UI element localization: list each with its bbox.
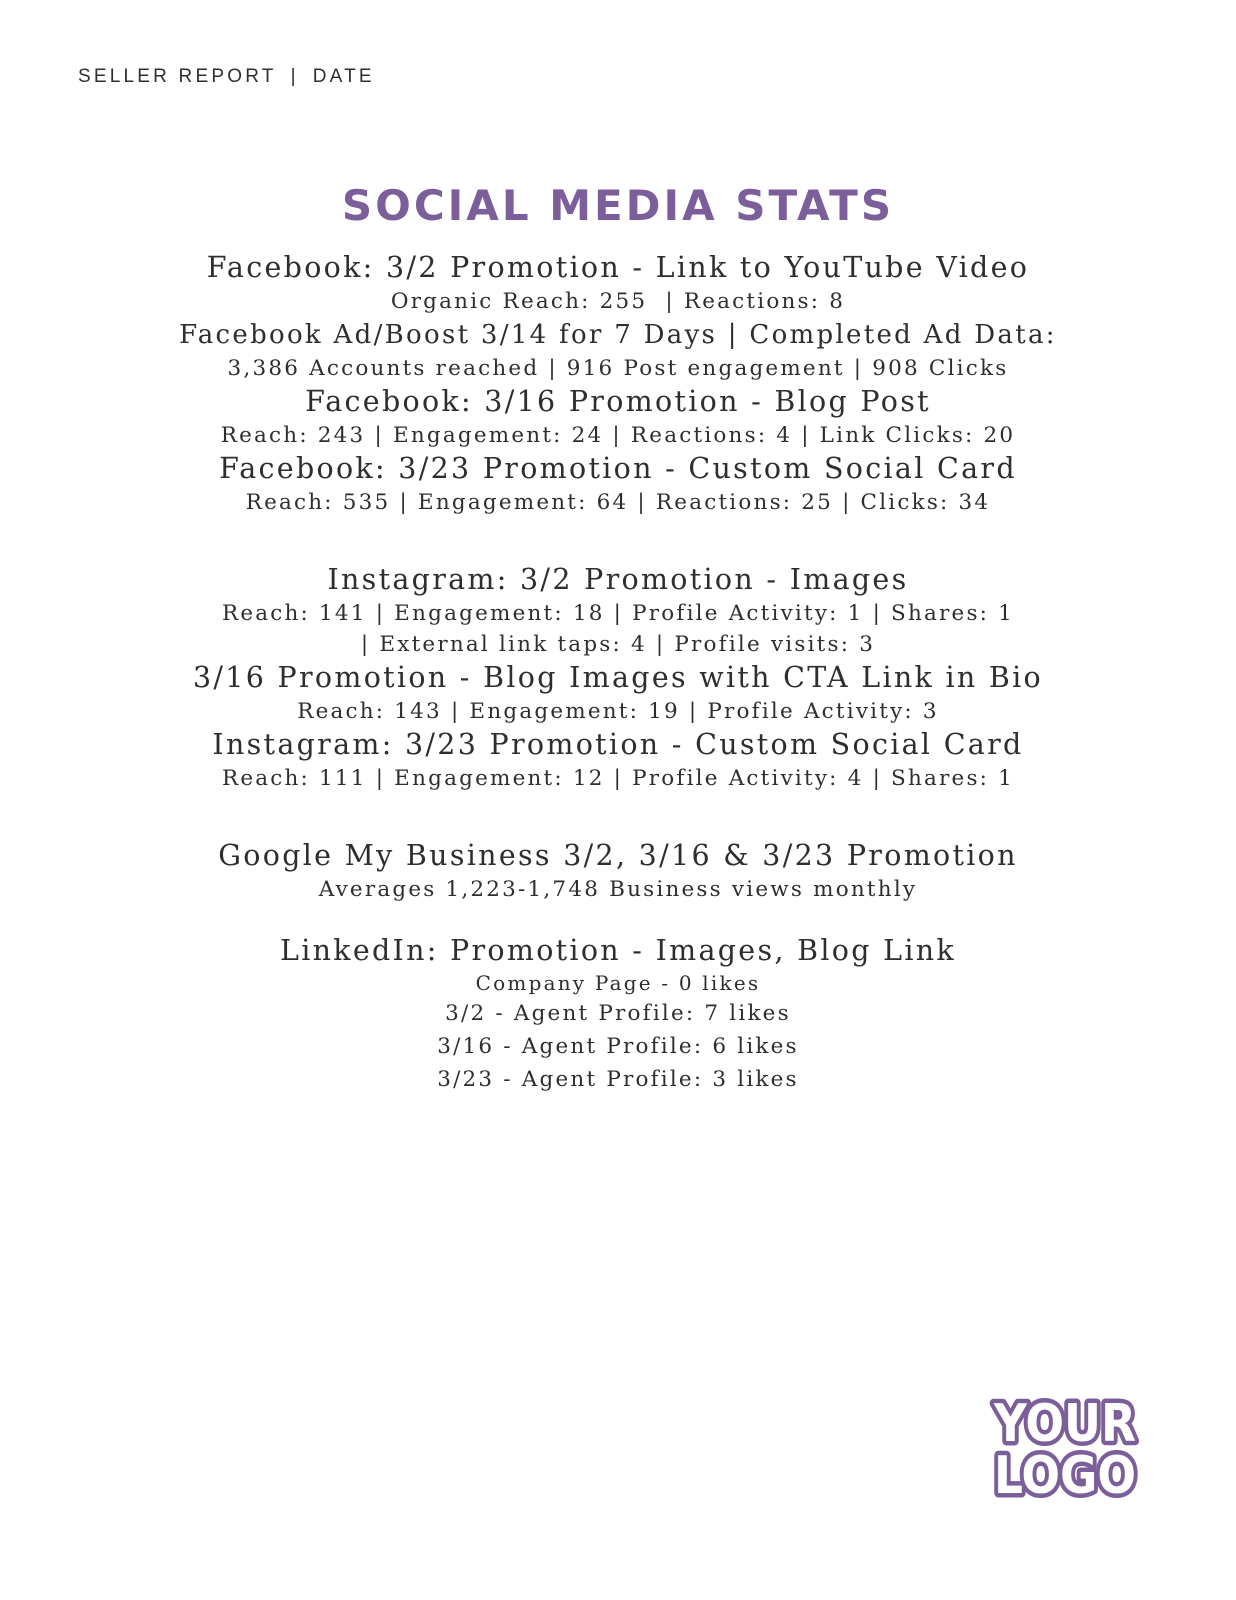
instagram-section [0,562,1236,794]
header-report-label: SELLER REPORT [78,66,277,87]
company-logo [990,1393,1140,1506]
stats-content [0,250,1236,1096]
instagram-promo3-stats: Reach: 111 | Engagement: 12 | Profile Activity: 4 | Shares: 1 [221,766,1015,791]
google-heading: Google My Business 3/2, 3/16 & 3/23 Promotion [218,839,1018,872]
header-date-label: DATE [312,66,375,87]
section-spacer [0,518,1236,562]
instagram-promo2-stats: Reach: 143 | Engagement: 19 | Profile Activity: 3 [297,699,939,724]
facebook-promo2-stats: Reach: 243 | Engagement: 24 | Reactions: 4 | Link Clicks: 20 [220,423,1016,448]
google-stats: Averages 1,223-1,748 Business views monthly [318,877,918,902]
section-spacer [0,905,1236,933]
facebook-boost-stats: 3,386 Accounts reached | 916 Post engagement | 908 Clicks [227,356,1009,381]
facebook-promo1-stats: Organic Reach: 255 | Reactions: 8 [390,289,846,314]
google-section [0,838,1236,905]
linkedin-profile3-likes: 3/23 - Agent Profile: 3 likes [437,1067,799,1092]
facebook-promo3-heading: Facebook: 3/23 Promotion - Custom Social Card [219,452,1017,485]
facebook-section [0,250,1236,518]
report-header [78,66,375,88]
section-spacer [0,794,1236,838]
linkedin-heading: LinkedIn: Promotion - Images, Blog Link [279,934,957,967]
linkedin-company-likes: Company Page - 0 likes [475,971,761,995]
instagram-promo3-heading: Instagram: 3/23 Promotion - Custom Social Card [212,728,1024,761]
instagram-promo1-stats-line1: Reach: 141 | Engagement: 18 | Profile Activity: 1 | Shares: 1 [221,601,1015,626]
instagram-promo1-heading: Instagram: 3/2 Promotion - Images [327,563,909,596]
header-separator: | [290,66,299,87]
facebook-promo2-heading: Facebook: 3/16 Promotion - Blog Post [305,385,931,418]
logo-line-1: YOUR [993,1394,1136,1454]
facebook-boost-heading: Facebook Ad/Boost 3/14 for 7 Days | Completed Ad Data: [179,320,1057,350]
page-title: SOCIAL MEDIA STATS [341,181,895,230]
facebook-promo3-stats: Reach: 535 | Engagement: 64 | Reactions: 25 | Clicks: 34 [245,490,991,515]
linkedin-profile1-likes: 3/2 - Agent Profile: 7 likes [445,1001,791,1026]
instagram-promo2-heading: 3/16 Promotion - Blog Images with CTA Link in Bio [192,661,1044,694]
linkedin-section [0,933,1236,1096]
logo-line-2: LOGO [994,1446,1136,1506]
linkedin-profile2-likes: 3/16 - Agent Profile: 6 likes [437,1034,799,1059]
facebook-promo1-heading: Facebook: 3/2 Promotion - Link to YouTube Video [206,251,1030,284]
instagram-promo1-stats-line2: | External link taps: 4 | Profile visits: 3 [360,632,876,657]
